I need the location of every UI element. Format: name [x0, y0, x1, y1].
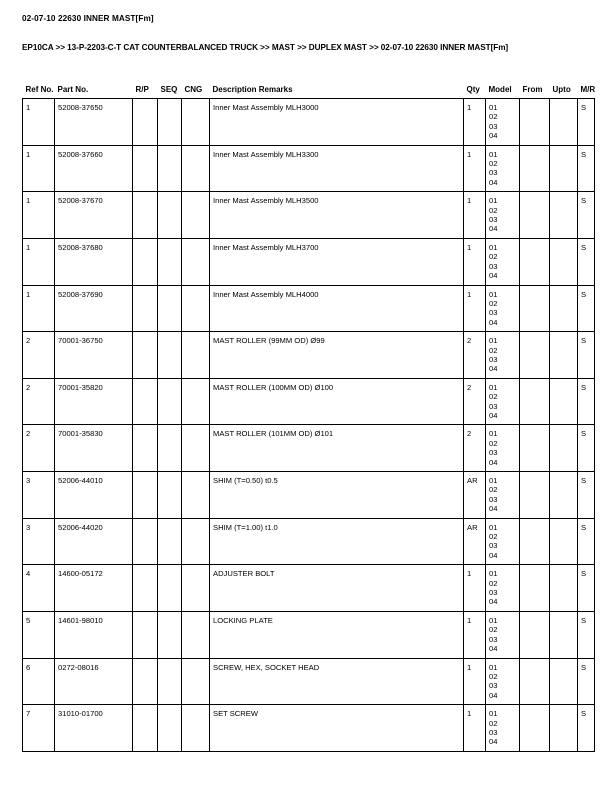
table-row[interactable]	[23, 332, 595, 379]
model-code: 01	[489, 196, 498, 206]
cell-seq	[158, 425, 182, 472]
cell-ref-no: 3	[23, 472, 55, 519]
cell-cng	[182, 425, 210, 472]
model-code: 03	[489, 588, 498, 598]
cell-from	[520, 285, 550, 332]
model-code: 01	[489, 242, 498, 252]
cell-upto	[550, 378, 578, 425]
cell-from	[520, 565, 550, 612]
cell-rp	[133, 611, 158, 658]
cell-description: MAST ROLLER (99MM OD) Ø99	[210, 332, 464, 379]
cell-seq	[158, 238, 182, 285]
cell-upto	[550, 192, 578, 239]
cell-cng	[182, 658, 210, 705]
table-row[interactable]	[23, 658, 595, 705]
column-header-from: From	[520, 78, 550, 99]
cell-mr: S	[578, 565, 595, 612]
cell-qty: 1	[464, 99, 486, 146]
model-code: 03	[489, 681, 498, 691]
model-code: 01	[489, 476, 498, 485]
model-code: 02	[489, 625, 498, 635]
cell-ref-no: 2	[23, 425, 55, 472]
cell-cng	[182, 332, 210, 379]
model-code: 04	[489, 131, 498, 141]
model-code: 01	[489, 336, 498, 346]
cell-upto	[550, 332, 578, 379]
cell-rp	[133, 238, 158, 285]
cell-from	[520, 705, 550, 752]
cell-ref-no: 7	[23, 705, 55, 752]
model-code: 02	[489, 298, 498, 308]
cell-upto	[550, 145, 578, 192]
column-header-mr: M/R	[578, 78, 595, 99]
model-code: 03	[489, 448, 498, 458]
column-header-description-remarks: Description Remarks	[210, 78, 464, 99]
model-code: 04	[489, 690, 498, 700]
cell-description: LOCKING PLATE	[210, 611, 464, 658]
cell-cng	[182, 518, 210, 565]
cell-ref-no: 1	[23, 99, 55, 146]
cell-part-no: 70001-35820	[55, 378, 133, 425]
model-code: 01	[489, 289, 498, 299]
parts-table	[22, 78, 595, 752]
column-header-model: Model	[486, 78, 520, 99]
cell-from	[520, 99, 550, 146]
cell-from	[520, 238, 550, 285]
cell-rp	[133, 705, 158, 752]
cell-model	[486, 378, 520, 425]
cell-part-no: 70001-35830	[55, 425, 133, 472]
model-code: 03	[489, 168, 498, 178]
cell-upto	[550, 611, 578, 658]
table-row[interactable]	[23, 425, 595, 472]
cell-seq	[158, 472, 182, 519]
model-code: 04	[489, 597, 498, 607]
model-code: 02	[489, 252, 498, 262]
cell-ref-no: 3	[23, 518, 55, 565]
cell-rp	[133, 378, 158, 425]
model-code: 03	[489, 401, 498, 411]
cell-mr: S	[578, 658, 595, 705]
model-code: 02	[489, 671, 498, 681]
cell-rp	[133, 658, 158, 705]
model-code: 01	[489, 382, 498, 392]
model-code: 04	[489, 737, 498, 747]
cell-from	[520, 611, 550, 658]
cell-ref-no: 2	[23, 378, 55, 425]
table-row[interactable]	[23, 565, 595, 612]
model-code: 04	[489, 504, 498, 514]
cell-from	[520, 472, 550, 519]
model-code: 01	[489, 103, 498, 112]
cell-cng	[182, 285, 210, 332]
cell-mr: S	[578, 145, 595, 192]
table-row[interactable]	[23, 145, 595, 192]
table-row[interactable]	[23, 518, 595, 565]
cell-upto	[550, 518, 578, 565]
cell-description: SET SCREW	[210, 705, 464, 752]
cell-cng	[182, 611, 210, 658]
model-code: 04	[489, 644, 498, 654]
cell-model	[486, 658, 520, 705]
model-code: 02	[489, 112, 498, 122]
cell-part-no: 14601-98010	[55, 611, 133, 658]
cell-qty: 1	[464, 565, 486, 612]
cell-ref-no: 1	[23, 238, 55, 285]
cell-description: MAST ROLLER (101MM OD) Ø101	[210, 425, 464, 472]
model-code: 04	[489, 550, 498, 560]
model-code: 03	[489, 541, 498, 551]
model-code: 01	[489, 662, 498, 672]
breadcrumb: EP10CA >> 13-P-2203-C-T CAT COUNTERBALANCED TRUCK >> MAST >> DUPLEX MAST >> 02-07-10 22630 INNER MAST[Fm]	[22, 43, 509, 52]
cell-from	[520, 658, 550, 705]
column-header-part-no: Part No.	[55, 78, 133, 99]
cell-model	[486, 145, 520, 192]
model-code: 02	[489, 205, 498, 215]
model-code: 01	[489, 615, 498, 625]
cell-model	[486, 238, 520, 285]
cell-ref-no: 2	[23, 332, 55, 379]
cell-ref-no: 5	[23, 611, 55, 658]
column-header-rp: R/P	[133, 78, 158, 99]
model-code: 04	[489, 224, 498, 234]
page-title: 02-07-10 22630 INNER MAST[Fm]	[22, 14, 154, 23]
cell-cng	[182, 192, 210, 239]
cell-description: Inner Mast Assembly MLH3300	[210, 145, 464, 192]
cell-cng	[182, 145, 210, 192]
table-row[interactable]	[23, 378, 595, 425]
cell-from	[520, 332, 550, 379]
model-code: 03	[489, 261, 498, 271]
cell-cng	[182, 705, 210, 752]
cell-part-no: 14600-05172	[55, 565, 133, 612]
cell-seq	[158, 192, 182, 239]
model-code: 02	[489, 718, 498, 728]
cell-model	[486, 192, 520, 239]
cell-model	[486, 472, 520, 519]
cell-rp	[133, 99, 158, 146]
cell-rp	[133, 285, 158, 332]
cell-upto	[550, 472, 578, 519]
cell-seq	[158, 705, 182, 752]
model-code: 04	[489, 410, 498, 420]
cell-description: Inner Mast Assembly MLH4000	[210, 285, 464, 332]
table-row[interactable]	[23, 472, 595, 519]
model-code: 03	[489, 494, 498, 504]
cell-qty: 2	[464, 332, 486, 379]
cell-part-no: 52008-37670	[55, 192, 133, 239]
cell-upto	[550, 658, 578, 705]
cell-mr: S	[578, 425, 595, 472]
model-code: 01	[489, 569, 498, 579]
cell-mr: S	[578, 192, 595, 239]
parts-table-header	[23, 78, 595, 99]
cell-description: MAST ROLLER (100MM OD) Ø100	[210, 378, 464, 425]
cell-rp	[133, 518, 158, 565]
cell-qty: 2	[464, 425, 486, 472]
model-code: 03	[489, 727, 498, 737]
cell-rp	[133, 332, 158, 379]
cell-upto	[550, 238, 578, 285]
table-row[interactable]	[23, 192, 595, 239]
cell-rp	[133, 472, 158, 519]
cell-part-no: 52008-37650	[55, 99, 133, 146]
model-code: 04	[489, 271, 498, 281]
model-code: 04	[489, 457, 498, 467]
cell-mr: S	[578, 472, 595, 519]
model-code: 03	[489, 121, 498, 131]
cell-ref-no: 4	[23, 565, 55, 612]
cell-qty: 1	[464, 285, 486, 332]
cell-part-no: 0272-08016	[55, 658, 133, 705]
cell-cng	[182, 472, 210, 519]
cell-mr: S	[578, 705, 595, 752]
cell-cng	[182, 238, 210, 285]
cell-description: SCREW, HEX, SOCKET HEAD	[210, 658, 464, 705]
cell-part-no: 70001-36750	[55, 332, 133, 379]
cell-description: Inner Mast Assembly MLH3000	[210, 99, 464, 146]
cell-seq	[158, 378, 182, 425]
cell-seq	[158, 658, 182, 705]
cell-part-no: 52006-44020	[55, 518, 133, 565]
cell-model	[486, 332, 520, 379]
model-code: 02	[489, 532, 498, 542]
cell-model	[486, 705, 520, 752]
cell-rp	[133, 145, 158, 192]
model-code: 04	[489, 177, 498, 187]
model-code: 02	[489, 485, 498, 495]
cell-model	[486, 611, 520, 658]
cell-cng	[182, 565, 210, 612]
cell-rp	[133, 192, 158, 239]
model-code: 02	[489, 159, 498, 169]
cell-mr: S	[578, 285, 595, 332]
cell-seq	[158, 611, 182, 658]
cell-part-no: 52008-37690	[55, 285, 133, 332]
model-code: 03	[489, 354, 498, 364]
table-row[interactable]	[23, 238, 595, 285]
cell-description: ADJUSTER BOLT	[210, 565, 464, 612]
cell-from	[520, 145, 550, 192]
cell-ref-no: 1	[23, 145, 55, 192]
cell-ref-no: 6	[23, 658, 55, 705]
cell-qty: 1	[464, 611, 486, 658]
cell-model	[486, 425, 520, 472]
cell-mr: S	[578, 332, 595, 379]
cell-from	[520, 378, 550, 425]
table-row[interactable]	[23, 705, 595, 752]
cell-from	[520, 425, 550, 472]
parts-table-body	[23, 99, 595, 752]
cell-description: Inner Mast Assembly MLH3500	[210, 192, 464, 239]
model-code: 01	[489, 709, 498, 719]
cell-part-no: 52008-37680	[55, 238, 133, 285]
cell-from	[520, 192, 550, 239]
cell-upto	[550, 99, 578, 146]
cell-upto	[550, 565, 578, 612]
model-code: 04	[489, 364, 498, 374]
cell-model	[486, 565, 520, 612]
model-code: 03	[489, 634, 498, 644]
cell-qty: AR	[464, 472, 486, 519]
cell-part-no: 31010-01700	[55, 705, 133, 752]
model-code: 04	[489, 317, 498, 327]
cell-mr: S	[578, 611, 595, 658]
column-header-upto: Upto	[550, 78, 578, 99]
cell-seq	[158, 518, 182, 565]
cell-model	[486, 518, 520, 565]
cell-cng	[182, 378, 210, 425]
column-header-seq: SEQ	[158, 78, 182, 99]
cell-description: SHIM (T=1.00) t1.0	[210, 518, 464, 565]
model-code: 02	[489, 392, 498, 402]
cell-cng	[182, 99, 210, 146]
cell-ref-no: 1	[23, 192, 55, 239]
cell-qty: 2	[464, 378, 486, 425]
column-header-ref-no: Ref No.	[23, 78, 55, 99]
cell-model	[486, 285, 520, 332]
cell-qty: AR	[464, 518, 486, 565]
cell-model	[486, 99, 520, 146]
cell-from	[520, 518, 550, 565]
cell-mr: S	[578, 378, 595, 425]
cell-ref-no: 1	[23, 285, 55, 332]
cell-qty: 1	[464, 658, 486, 705]
column-header-cng: CNG	[182, 78, 210, 99]
cell-qty: 1	[464, 705, 486, 752]
model-code: 02	[489, 578, 498, 588]
cell-rp	[133, 565, 158, 612]
cell-mr: S	[578, 238, 595, 285]
model-code: 01	[489, 522, 498, 532]
table-row[interactable]	[23, 611, 595, 658]
model-code: 01	[489, 149, 498, 159]
cell-upto	[550, 425, 578, 472]
cell-description: SHIM (T=0.50) t0.5	[210, 472, 464, 519]
model-code: 01	[489, 429, 498, 439]
cell-upto	[550, 705, 578, 752]
cell-seq	[158, 285, 182, 332]
cell-seq	[158, 99, 182, 146]
cell-qty: 1	[464, 238, 486, 285]
cell-mr: S	[578, 518, 595, 565]
cell-rp	[133, 425, 158, 472]
cell-seq	[158, 565, 182, 612]
model-code: 02	[489, 438, 498, 448]
cell-mr: S	[578, 99, 595, 146]
cell-description: Inner Mast Assembly MLH3700	[210, 238, 464, 285]
table-row[interactable]	[23, 99, 595, 146]
cell-part-no: 52006-44010	[55, 472, 133, 519]
model-code: 02	[489, 345, 498, 355]
cell-seq	[158, 145, 182, 192]
table-row[interactable]	[23, 285, 595, 332]
cell-qty: 1	[464, 145, 486, 192]
cell-qty: 1	[464, 192, 486, 239]
cell-seq	[158, 332, 182, 379]
column-header-qty: Qty	[464, 78, 486, 99]
cell-upto	[550, 285, 578, 332]
model-code: 03	[489, 215, 498, 225]
model-code: 03	[489, 308, 498, 318]
cell-part-no: 52008-37660	[55, 145, 133, 192]
